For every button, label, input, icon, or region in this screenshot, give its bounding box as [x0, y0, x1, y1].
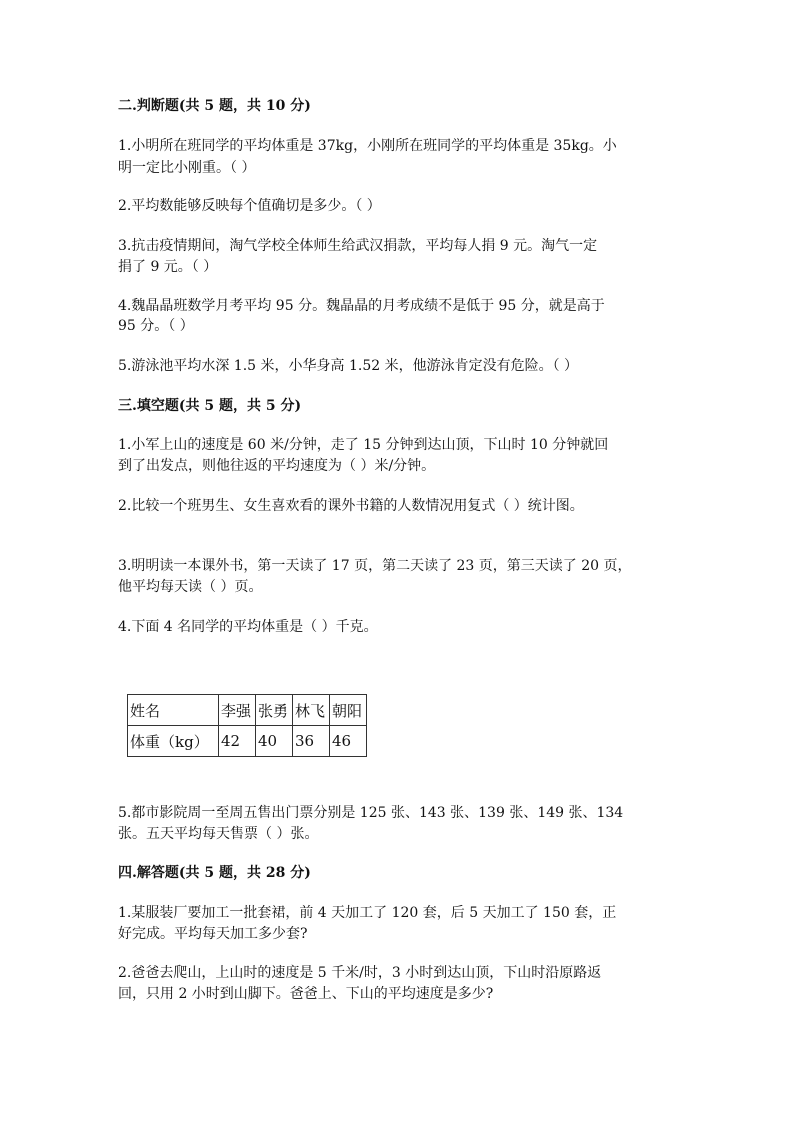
question-text: 95 分。（ ） — [118, 318, 194, 334]
table-cell: 张勇 — [256, 695, 293, 726]
table-cell: 李强 — [219, 695, 256, 726]
question-text: 4.魏晶晶班数学月考平均 95 分。魏晶晶的月考成绩不是低于 95 分，就是高于 — [118, 298, 605, 314]
table-cell: 林飞 — [293, 695, 330, 726]
question-text: 5.游泳池平均水深 1.5 米，小华身高 1.52 米，他游泳肯定没有危险。（ ） — [118, 358, 579, 374]
question-text: 5.都市影院周一至周五售出门票分别是 125 张、143 张、139 张、149 张、134 — [118, 805, 624, 821]
question-text: 2.爸爸去爬山，上山时的速度是 5 千米/时，3 小时到达山顶，下山时沿原路返 — [118, 965, 602, 981]
table-row — [128, 695, 367, 726]
question-text: 1.某服装厂要加工一批套裙，前 4 天加工了 120 套，后 5 天加工了 150 套，正 — [118, 905, 617, 921]
section-heading-fill-in: 三.填空题(共 5 题，共 5 分) — [118, 398, 302, 414]
question-text: 捐了 9 元。（ ） — [118, 259, 218, 275]
table-row — [128, 726, 367, 757]
table-cell: 朝阳 — [330, 695, 367, 726]
question-text: 张。五天平均每天售票（ ）张。 — [118, 826, 319, 842]
question-text: 好完成。平均每天加工多少套? — [118, 926, 308, 942]
question-text: 3.抗击疫情期间，淘气学校全体师生给武汉捐款，平均每人捐 9 元。淘气一定 — [118, 238, 598, 254]
table-cell: 36 — [293, 726, 330, 757]
question-text: 2.比较一个班男生、女生喜欢看的课外书籍的人数情况用复式（ ）统计图。 — [118, 498, 584, 514]
table-cell: 姓名 — [128, 695, 219, 726]
question-text: 到了出发点，则他往返的平均速度为（ ）米/分钟。 — [118, 458, 436, 474]
question-text: 3.明明读一本课外书，第一天读了 17 页，第二天读了 23 页，第三天读了 20 页， — [118, 558, 632, 574]
table-cell: 40 — [256, 726, 293, 757]
question-text: 1.小明所在班同学的平均体重是 37kg，小刚所在班同学的平均体重是 35kg。小 — [118, 138, 617, 154]
question-text: 明一定比小刚重。（ ） — [118, 160, 256, 176]
table-cell: 46 — [330, 726, 367, 757]
weight-table — [127, 694, 367, 757]
question-text: 1.小军上山的速度是 60 米/分钟，走了 15 分钟到达山顶，下山时 10 分钟就回 — [118, 437, 609, 453]
question-text: 4.下面 4 名同学的平均体重是（ ）千克。 — [118, 619, 378, 635]
question-text: 2.平均数能够反映每个值确切是多少。（ ） — [118, 198, 381, 214]
table-cell: 42 — [219, 726, 256, 757]
section-heading-judgement: 二.判断题(共 5 题，共 10 分) — [118, 98, 311, 114]
table-cell: 体重（kg） — [128, 726, 219, 757]
section-heading-answer: 四.解答题(共 5 题，共 28 分) — [118, 865, 311, 881]
question-text: 回，只用 2 小时到山脚下。爸爸上、下山的平均速度是多少? — [118, 986, 494, 1002]
question-text: 他平均每天读（ ）页。 — [118, 579, 263, 595]
